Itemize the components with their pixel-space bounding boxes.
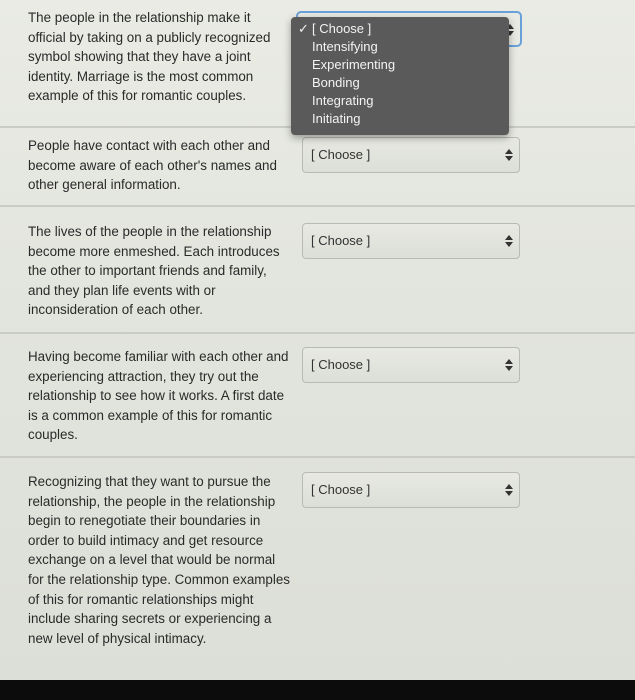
menu-option-label: [ Choose ] — [312, 21, 372, 36]
menu-option-label: Experimenting — [312, 57, 396, 72]
menu-option-label: Integrating — [312, 93, 374, 108]
menu-option-choose[interactable] — [298, 21, 372, 36]
question-line: for the relationship type. Common examples — [28, 571, 290, 587]
select-arrows-icon — [505, 233, 513, 249]
question-line: Recognizing that they want to pursue the — [28, 474, 271, 489]
question-line: is a common example of this for romantic — [28, 407, 273, 423]
select-arrows-icon — [505, 357, 513, 373]
select-value: [ Choose ] — [311, 233, 371, 248]
question-line: relationship, the people in the relationship — [28, 493, 276, 509]
question-line: couples. — [28, 427, 78, 443]
question-2-select[interactable] — [302, 137, 520, 173]
question-line: Having become familiar with each other and — [28, 349, 289, 364]
question-line: The people in the relationship make it — [28, 10, 251, 25]
select-arrows-icon — [505, 482, 513, 498]
menu-option-initiating[interactable] — [312, 111, 360, 126]
question-line: The lives of the people in the relationship — [28, 224, 272, 239]
question-line: and they plan life events with or — [28, 282, 216, 298]
dropdown-menu — [291, 17, 509, 135]
question-line: order to build intimacy and get resource — [28, 532, 264, 548]
question-line: relationship to see how it works. A first date — [28, 388, 285, 404]
menu-option-intensifying[interactable] — [312, 39, 378, 54]
question-line: become more enmeshed. Each introduces — [28, 243, 280, 259]
menu-option-label: Bonding — [312, 75, 360, 90]
menu-option-integrating[interactable] — [312, 93, 373, 108]
question-5-text — [28, 472, 290, 648]
question-line: of this for romantic relationships might — [28, 591, 254, 607]
question-line: experiencing attraction, they try out the — [28, 368, 259, 384]
question-line: identity. Marriage is the most common — [28, 68, 254, 84]
question-line: begin to renegotiate their boundaries in — [28, 513, 261, 529]
question-line: other general information. — [28, 177, 181, 193]
question-5-select[interactable] — [302, 472, 520, 508]
question-line: the other to important friends and family, — [28, 263, 267, 279]
question-2-text — [28, 136, 277, 195]
menu-option-experimenting[interactable] — [312, 57, 395, 72]
question-line: symbol showing that they have a joint — [28, 49, 251, 65]
question-line: inconsideration of each other. — [28, 302, 203, 318]
divider — [0, 332, 635, 334]
question-1-text — [28, 8, 270, 106]
question-3-select[interactable] — [302, 223, 520, 259]
question-4-text — [28, 347, 289, 445]
select-arrows-icon — [505, 147, 513, 163]
question-line: become aware of each other's names and — [28, 157, 277, 173]
question-3-text — [28, 222, 280, 320]
question-line: example of this for romantic couples. — [28, 88, 247, 104]
question-line: exchange on a level that would be normal — [28, 552, 276, 568]
question-line: official by taking on a publicly recognized — [28, 29, 271, 45]
question-line: new level of physical intimacy. — [28, 630, 207, 646]
divider — [0, 456, 635, 458]
checkmark-icon: ✓ — [298, 21, 309, 36]
bottom-bar — [0, 680, 635, 700]
menu-option-label: Initiating — [312, 111, 361, 126]
divider — [0, 205, 635, 207]
question-line: People have contact with each other and — [28, 138, 270, 153]
select-value: [ Choose ] — [311, 147, 371, 162]
select-value: [ Choose ] — [311, 357, 371, 372]
question-line: include sharing secrets or experiencing a — [28, 611, 272, 627]
select-value: [ Choose ] — [311, 482, 371, 497]
menu-option-label: Intensifying — [312, 39, 378, 54]
question-4-select[interactable] — [302, 347, 520, 383]
menu-option-bonding[interactable] — [312, 75, 360, 90]
